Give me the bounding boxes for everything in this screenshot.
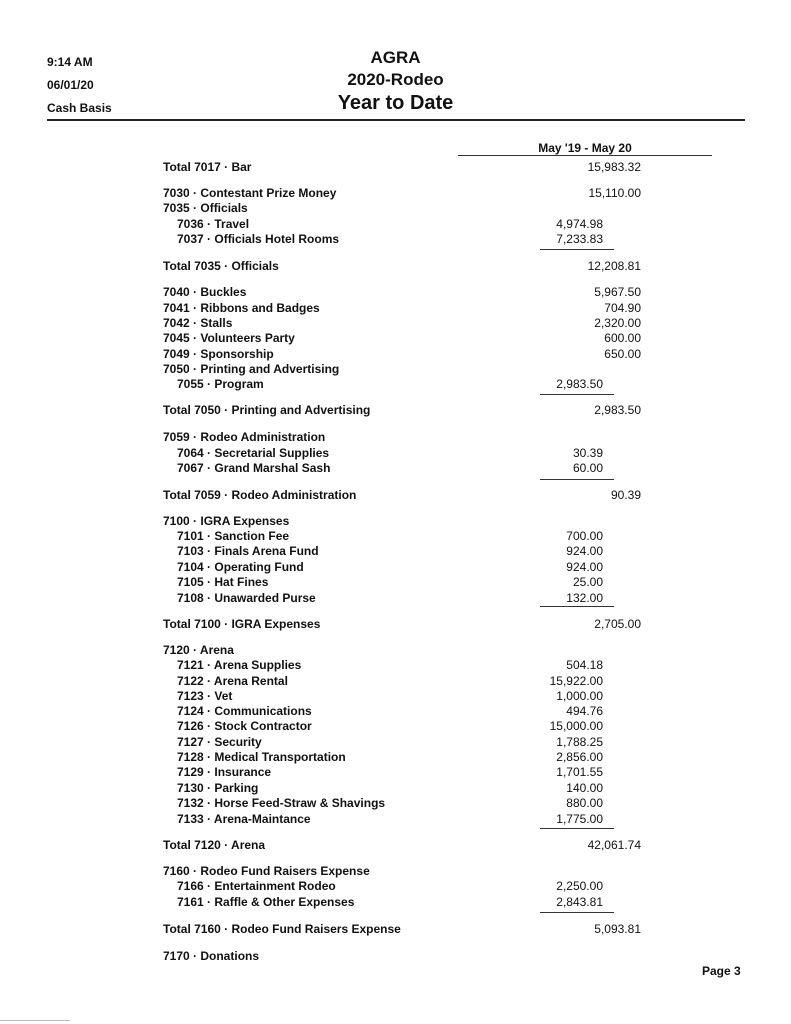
row-label: 7127 · Security: [177, 735, 262, 749]
report-row: [0, 796, 791, 811]
report-row: [0, 895, 791, 910]
row-label: 7129 · Insurance: [177, 765, 272, 779]
row-amount: 2,983.50: [556, 377, 603, 391]
row-label: 7036 · Travel: [177, 217, 250, 231]
row-amount: 42,061.74: [587, 838, 641, 852]
report-row: [0, 217, 791, 232]
column-header: May '19 - May 20: [538, 141, 632, 155]
report-row: [0, 735, 791, 750]
report-row: [0, 591, 791, 606]
row-label: 7123 · Vet: [177, 689, 233, 703]
report-row: [0, 812, 791, 827]
row-label: 7105 · Hat Fines: [177, 575, 269, 589]
row-amount: 700.00: [566, 529, 603, 543]
header-date: 06/01/20: [47, 78, 94, 92]
report-row: [0, 643, 791, 658]
row-label: 7050 · Printing and Advertising: [163, 362, 340, 376]
row-label: 7100 · IGRA Expenses: [163, 514, 290, 528]
subtotal-rule: [540, 394, 614, 395]
row-label: 7101 · Sanction Fee: [177, 529, 290, 543]
row-label: 7035 · Officials: [163, 201, 248, 215]
row-amount: 880.00: [566, 796, 603, 810]
row-amount: 5,093.81: [594, 922, 641, 936]
page-number: Page 3: [702, 964, 741, 978]
row-label: 7067 · Grand Marshal Sash: [177, 461, 331, 475]
row-label: Total 7050 · Printing and Advertising: [163, 403, 371, 417]
row-amount: 2,250.00: [556, 879, 603, 893]
report-row: [0, 750, 791, 765]
row-amount: 650.00: [604, 347, 641, 361]
row-label: 7128 · Medical Transportation: [177, 750, 346, 764]
report-row: [0, 285, 791, 300]
report-row: [0, 544, 791, 559]
report-row: [0, 362, 791, 377]
row-label: 7120 · Arena: [163, 643, 234, 657]
row-label: 7126 · Stock Contractor: [177, 719, 312, 733]
report-row: [0, 160, 791, 175]
row-amount: 2,856.00: [556, 750, 603, 764]
row-label: 7170 · Donations: [163, 949, 260, 963]
row-label: 7103 · Finals Arena Fund: [177, 544, 319, 558]
subtotal-rule: [540, 249, 614, 250]
row-label: 7041 · Ribbons and Badges: [163, 301, 320, 315]
row-label: 7030 · Contestant Prize Money: [163, 186, 337, 200]
row-amount: 504.18: [566, 658, 603, 672]
row-amount: 2,705.00: [594, 617, 641, 631]
row-amount: 90.39: [610, 488, 641, 502]
report-row: [0, 781, 791, 796]
row-label: 7121 · Arena Supplies: [177, 658, 302, 672]
row-label: 7042 · Stalls: [163, 316, 233, 330]
header-rule: [47, 119, 745, 121]
row-amount: 704.90: [604, 301, 641, 315]
row-label: Total 7120 · Arena: [163, 838, 266, 852]
row-amount: 924.00: [566, 560, 603, 574]
row-amount: 2,983.50: [594, 403, 641, 417]
report-row: [0, 529, 791, 544]
report-row: [0, 461, 791, 476]
report-row: [0, 560, 791, 575]
report-row: [0, 446, 791, 461]
subtotal-rule: [540, 912, 614, 913]
subtotal-rule: [540, 828, 614, 829]
row-label: Total 7160 · Rodeo Fund Raisers Expense: [163, 922, 401, 936]
report-row: [0, 301, 791, 316]
row-label: 7130 · Parking: [177, 781, 259, 795]
report-row: [0, 488, 791, 503]
header-basis: Cash Basis: [47, 101, 112, 115]
report-row: [0, 674, 791, 689]
row-amount: 2,843.81: [556, 895, 603, 909]
report-row: [0, 347, 791, 362]
company-name: AGRA: [370, 48, 421, 67]
report-row: [0, 331, 791, 346]
column-header-rule: [458, 155, 712, 156]
subtotal-rule: [540, 479, 614, 480]
row-amount: 494.76: [566, 704, 603, 718]
report-row: [0, 879, 791, 894]
scan-edge-mark: [0, 1020, 70, 1021]
report-row: [0, 232, 791, 247]
row-amount: 924.00: [566, 544, 603, 558]
row-amount: 132.00: [566, 591, 603, 605]
report-row: [0, 922, 791, 937]
report-row: [0, 838, 791, 853]
report-row: [0, 617, 791, 632]
row-amount: 4,974.98: [556, 217, 603, 231]
row-label: Total 7100 · IGRA Expenses: [163, 617, 321, 631]
report-row: [0, 864, 791, 879]
row-label: 7037 · Officials Hotel Rooms: [177, 232, 340, 246]
report-row: [0, 186, 791, 201]
row-amount: 60.00: [572, 461, 603, 475]
report-row: [0, 949, 791, 964]
row-amount: 1,000.00: [556, 689, 603, 703]
report-row: [0, 719, 791, 734]
row-label: 7040 · Buckles: [163, 285, 247, 299]
header-time: 9:14 AM: [47, 55, 93, 69]
row-amount: 7,233.83: [556, 232, 603, 246]
row-label: 7108 · Unawarded Purse: [177, 591, 316, 605]
row-amount: 30.39: [572, 446, 603, 460]
row-amount: 140.00: [566, 781, 603, 795]
row-amount: 5,967.50: [594, 285, 641, 299]
row-label: 7064 · Secretarial Supplies: [177, 446, 330, 460]
row-amount: 25.00: [572, 575, 603, 589]
row-label: Total 7017 · Bar: [163, 160, 252, 174]
row-label: 7166 · Entertainment Rodeo: [177, 879, 336, 893]
row-amount: 600.00: [604, 331, 641, 345]
subtotal-rule: [540, 606, 614, 607]
row-amount: 15,922.00: [549, 674, 603, 688]
report-row: [0, 403, 791, 418]
row-amount: 2,320.00: [594, 316, 641, 330]
report-row: [0, 689, 791, 704]
report-row: [0, 514, 791, 529]
row-label: 7124 · Communications: [177, 704, 312, 718]
row-amount: 15,110.00: [588, 186, 641, 200]
report-row: [0, 430, 791, 445]
row-amount: 15,983.32: [587, 160, 641, 174]
report-row: [0, 316, 791, 331]
report-row: [0, 575, 791, 590]
row-amount: 15,000.00: [549, 719, 603, 733]
row-label: 7104 · Operating Fund: [177, 560, 304, 574]
row-label: 7133 · Arena-Maintance: [177, 812, 311, 826]
row-label: 7055 · Program: [177, 377, 264, 391]
report-row: [0, 704, 791, 719]
row-amount: 1,701.55: [556, 765, 603, 779]
row-label: 7045 · Volunteers Party: [163, 331, 295, 345]
row-label: 7049 · Sponsorship: [163, 347, 274, 361]
row-amount: 1,775.00: [556, 812, 603, 826]
report-row: [0, 377, 791, 392]
report-row: [0, 259, 791, 274]
row-label: 7059 · Rodeo Administration: [163, 430, 326, 444]
report-row: [0, 765, 791, 780]
row-label: 7132 · Horse Feed-Straw & Shavings: [177, 796, 386, 810]
row-amount: 12,208.81: [587, 259, 641, 273]
report-row: [0, 658, 791, 673]
row-label: 7161 · Raffle & Other Expenses: [177, 895, 355, 909]
report-period: Year to Date: [337, 92, 454, 114]
row-label: 7160 · Rodeo Fund Raisers Expense: [163, 864, 370, 878]
row-label: 7122 · Arena Rental: [177, 674, 288, 688]
report-name: 2020-Rodeo: [347, 70, 444, 89]
row-label: Total 7035 · Officials: [163, 259, 279, 273]
row-label: Total 7059 · Rodeo Administration: [163, 488, 357, 502]
row-amount: 1,788.25: [556, 735, 603, 749]
report-row: [0, 201, 791, 216]
